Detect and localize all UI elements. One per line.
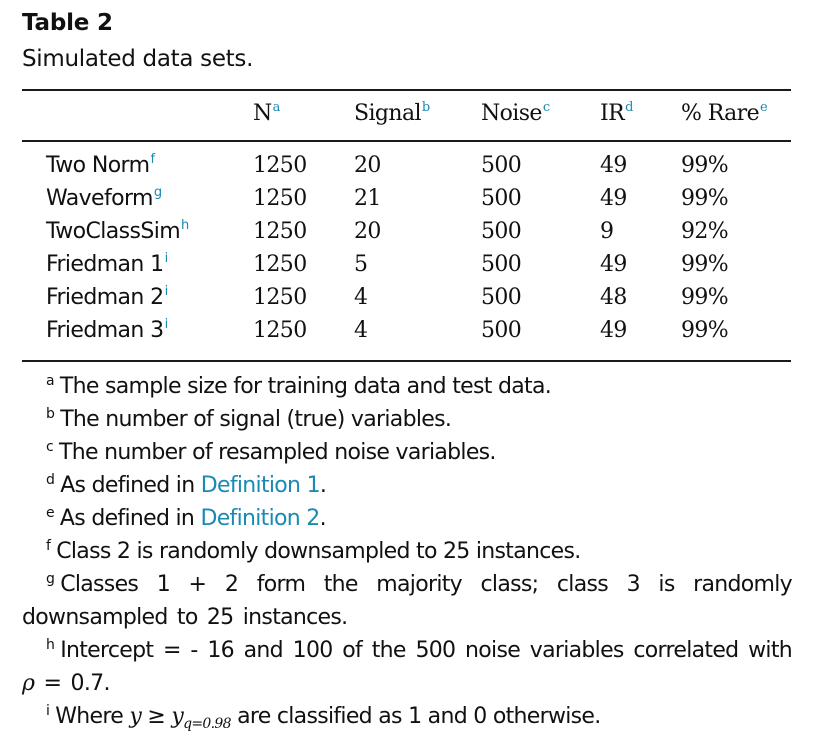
cell-ir: 9 bbox=[600, 219, 614, 244]
top-rule bbox=[22, 89, 791, 91]
footnote-b: $^b$ The number of signal (true) variables. bbox=[46, 406, 452, 432]
footnote-ref[interactable]: i bbox=[164, 317, 168, 332]
cell-rare: 99% bbox=[681, 252, 729, 277]
cell-ir: 49 bbox=[600, 186, 627, 211]
footnote-d: $^d$ As defined in Definition 1. bbox=[46, 472, 327, 498]
table-caption-title: Table 2 bbox=[22, 10, 113, 36]
cell-rare: 99% bbox=[681, 285, 729, 310]
footnote-ref[interactable]: g bbox=[153, 185, 162, 200]
row-name: Waveform$^g$ bbox=[46, 185, 162, 211]
header-rule bbox=[22, 140, 791, 142]
cell-ir: 48 bbox=[600, 285, 627, 310]
cell-noise: 500 bbox=[481, 285, 522, 310]
footnote-i: $^i$ Where $y \ge y_{q=0.98}$ are classified as 1 and 0 otherwise. bbox=[46, 703, 601, 732]
cell-n: 1250 bbox=[253, 219, 307, 244]
row-name: Friedman 3$^i$ bbox=[46, 317, 168, 343]
header-signal: Signal$^b$ bbox=[354, 100, 430, 126]
cell-n: 1250 bbox=[253, 252, 307, 277]
row-name: Friedman 2$^i$ bbox=[46, 284, 168, 310]
footnote-ref[interactable]: f bbox=[150, 152, 155, 167]
footnote-ref[interactable]: c bbox=[542, 100, 550, 115]
footnote-e: $^e$ As defined in Definition 2. bbox=[46, 505, 326, 531]
definition-2-link[interactable]: Definition 2 bbox=[200, 506, 320, 531]
footnote-ref[interactable]: i bbox=[164, 251, 168, 266]
footnote-ref[interactable]: a bbox=[272, 100, 280, 115]
cell-signal: 20 bbox=[354, 219, 381, 244]
footnote-ref[interactable]: d bbox=[625, 100, 633, 115]
header-ir: IR$^d$ bbox=[600, 100, 633, 126]
table-caption-subtitle: Simulated data sets. bbox=[22, 46, 254, 72]
row-name: Two Norm$^f$ bbox=[46, 152, 155, 178]
cell-noise: 500 bbox=[481, 252, 522, 277]
footnote-h: $^h$ Intercept = - 16 and 100 of the 500 noise variables correlated with ρ = 0.7. bbox=[22, 637, 792, 696]
header-n: N$^a$ bbox=[253, 100, 280, 126]
definition-1-link[interactable]: Definition 1 bbox=[200, 473, 320, 498]
header-rare: % Rare$^e$ bbox=[681, 100, 768, 126]
footnote-ref[interactable]: b bbox=[421, 100, 430, 115]
cell-rare: 99% bbox=[681, 153, 729, 178]
cell-noise: 500 bbox=[481, 186, 522, 211]
cell-ir: 49 bbox=[600, 252, 627, 277]
cell-signal: 4 bbox=[354, 318, 368, 343]
cell-signal: 21 bbox=[354, 186, 381, 211]
cell-noise: 500 bbox=[481, 153, 522, 178]
rho-symbol: ρ bbox=[22, 671, 35, 696]
cell-noise: 500 bbox=[481, 318, 522, 343]
cell-n: 1250 bbox=[253, 153, 307, 178]
footnote-c: $^c$ The number of resampled noise variables. bbox=[46, 439, 496, 465]
cell-n: 1250 bbox=[253, 285, 307, 310]
footnote-ref[interactable]: h bbox=[181, 218, 189, 233]
cell-n: 1250 bbox=[253, 186, 307, 211]
footnote-ref[interactable]: i bbox=[164, 284, 168, 299]
footnote-ref[interactable]: e bbox=[760, 100, 768, 115]
footnote-g: $^g$ Classes 1 + 2 form the majority class; class 3 is randomly downsampled to 25 instances. bbox=[22, 571, 792, 630]
cell-rare: 92% bbox=[681, 219, 729, 244]
cell-rare: 99% bbox=[681, 186, 729, 211]
header-noise: Noise$^c$ bbox=[481, 100, 550, 126]
cell-signal: 20 bbox=[354, 153, 381, 178]
cell-signal: 5 bbox=[354, 252, 368, 277]
cell-ir: 49 bbox=[600, 318, 627, 343]
cell-rare: 99% bbox=[681, 318, 729, 343]
footnote-f: $^f$ Class 2 is randomly downsampled to 25 instances. bbox=[46, 538, 581, 564]
cell-n: 1250 bbox=[253, 318, 307, 343]
bottom-rule bbox=[22, 360, 791, 362]
row-name: Friedman 1$^i$ bbox=[46, 251, 168, 277]
row-name: TwoClassSim$^h$ bbox=[46, 218, 189, 244]
cell-ir: 49 bbox=[600, 153, 627, 178]
cell-signal: 4 bbox=[354, 285, 368, 310]
footnote-a: $^a$ The sample size for training data and test data. bbox=[46, 373, 552, 399]
cell-noise: 500 bbox=[481, 219, 522, 244]
